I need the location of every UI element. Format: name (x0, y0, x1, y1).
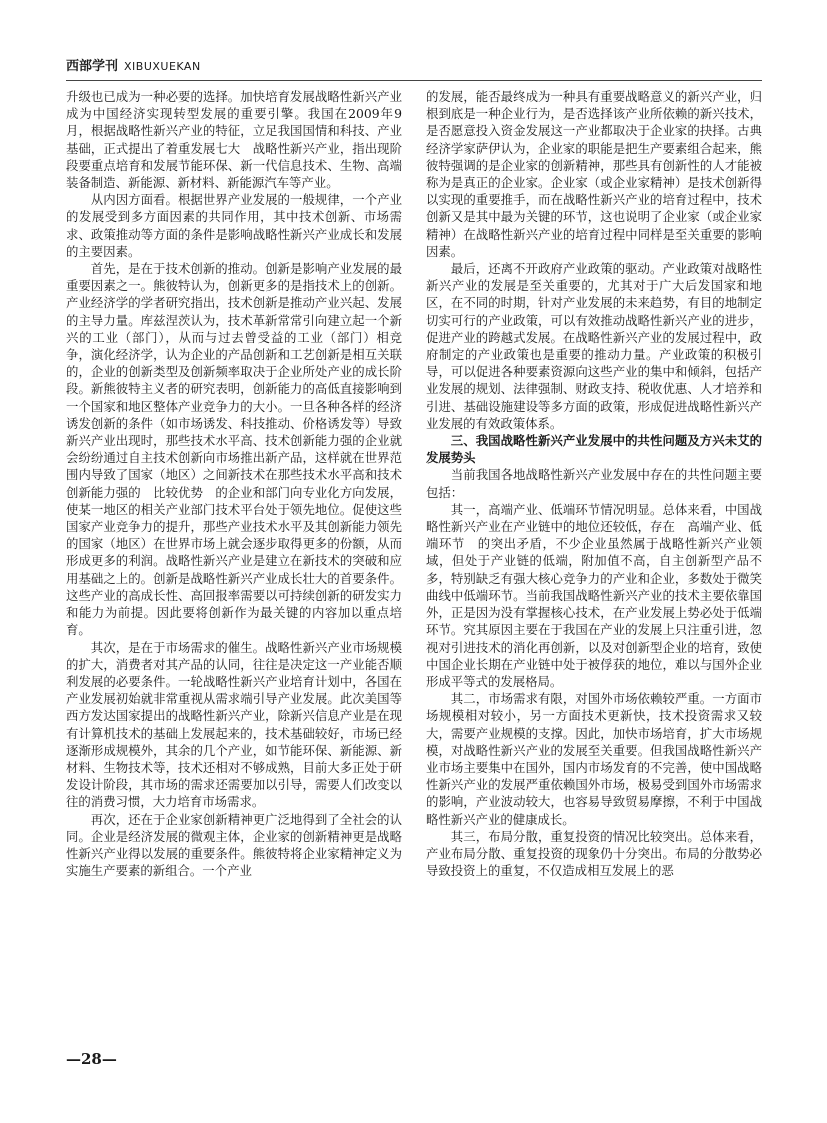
left-column (66, 88, 402, 1048)
paragraph-text: 总体来看，产业布局分散、重复投资的现象仍十分突出。布局的分散势必导致投资上的重复，不仅造成相互发展上的恶 (426, 828, 762, 879)
paragraph (426, 466, 762, 500)
paragraph (426, 88, 762, 260)
paragraph-text: 从内因方面看。根据世界产业发展的一般规律，一个产业的发展受到多方面因素的共同作用，其中技术创新、市场需求、政策推动等方面的条件是影响战略性新兴产业成长和发展的主要因素。 (66, 192, 402, 259)
journal-title-cn: 西部学刊 (66, 59, 119, 74)
paragraph-text: 当前我国各地战略性新兴产业发展中存在的共性问题主要包括： (426, 467, 762, 500)
page-number: —28— (66, 1050, 117, 1068)
paragraph (426, 260, 762, 432)
paragraph-text: 总体来看，中国战略性新兴产业在产业链中的地位还较低，存在 高端产业、低端环节 的突出矛盾，不少企业虽然属于战略性新兴产业领域，但处于产业链的低端，附加值不高，自主创新型产品不多，特别缺乏有强大核心竞争力的产业和企业，多数处于微笑曲线中低端环节。当前我国战略性新兴产业的技术主要依靠国外，正是因为没有掌握核心技术，在产业发展上势必处于低端环节。究其原因主要在于我国在产业的发展上只注重引进，忽视对引进技术的消化再创新，以及对创新型企业的培育，致使中国企业长期在产业链中处于被俘获的地位，难以与国外企业形成平等式的发展格局。 (426, 501, 762, 689)
right-column (426, 88, 762, 1048)
paragraph-text: 其次，是在于市场需求的催生。战略性新兴产业市场规模的扩大，消费者对其产品的认同，往往是决定这一产业能否顺利发展的必要条件。一轮战略性新兴产业培育计划中，各国在产业发展初始就非常重视从需求端引导产业发展。此次美国等西方发达国家提出的战略性新兴产业，除新兴信息产业是在现有计算机技术的基础上发展起来的，技术基础较好，市场已经逐渐形成规模外，其余的几个产业，如节能环保、新能源、新材料、生物技术等，技术还相对不够成熟，目前大多正处于研发设计阶段，其市场的需求还需要加以引导，需要人们改变以往的消费习惯，大力培育市场需求。 (66, 639, 402, 810)
paragraph (66, 191, 402, 260)
paragraph-lead: 其三，布局分散，重复投资的情况比较突出。 (450, 828, 700, 844)
paragraph (66, 260, 402, 638)
paragraph-text: 最后，还离不开政府产业政策的驱动。产业政策对战略性新兴产业的发展是至关重要的，尤其对于广大后发国家和地区，在不同的时期，针对产业发展的未来趋势，有目的地制定切实可行的产业政策，可以有效推动战略性新兴产业的进步，促进产业的跨越式发展。在战略性新兴产业的发展过程中，政府制定的产业政策也是重要的推动力量。产业政策的积极引导，可以促进各种要素资源向这些产业的集中和倾斜，包括产业发展的规划、法律强制、财政支持、税收优惠、人才培养和引进、基础设施建设等多方面的政策，形成促进战略性新兴产业发展的有效政策体系。 (426, 261, 762, 431)
paragraph-text: 三、我国战略性新兴产业发展中的共性问题及方兴未艾的发展势头 (426, 433, 762, 466)
journal-title-en: XIBUXUEKAN (124, 60, 201, 73)
paragraph-text: 首先，是在于技术创新的推动。创新是影响产业发展的最重要因素之一。熊彼特认为，创新更多的是指技术上的创新。产业经济学的学者研究指出，技术创新是推动产业兴起、发展的主导力量。库兹涅茨认为，技术革新常常引向建立起一个新兴的工业（部门），从而与过去曾受益的工业（部门）相竞争，演化经济学，认为企业的产品创新和工艺创新是相互关联的，企业的创新类型及创新频率取决于企业所处产业的成长阶段。新熊彼特主义者的研究表明，创新能力的高低直接影响到一个国家和地区整体产业竞争力的大小。一旦各种各样的经济诱发创新的条件（如市场诱发、科技推动、价格诱发等）导致新兴产业出现时，那些技术水平高、技术创新能力强的企业就会纷纷通过自主技术创新向市场推出新产品，这样就在世界范围内导致了国家（地区）之间新技术在那些技术水平高和技术创新能力强的 比较优势 的企业和部门向专业化方向发展，使某一地区的相关产业部门技术平台处于领先地位。促使这些国家产业竞争力的提升，那些产业技术水平及其创新能力领先的国家（地区）在世界市场上就会逐步取得更多的份额，从而形成更多的利润。战略性新兴产业是建立在新技术的突破和应用基础之上的。创新是战略性新兴产业成长壮大的首要条件。这些产业的高成长性、高回报率需要以可持续创新的研发实力和能力为前提。因此要将创新作为最关键的内容加以重点培育。 (66, 261, 402, 638)
paragraph-lead: 其一，高端产业、低端环节情况明显。 (450, 501, 663, 517)
paragraph (66, 811, 402, 880)
paragraph-text: 升级也已成为一种必要的选择。加快培育发展战略性新兴产业成为中国经济实现转型发展的重要引擎。我国在2009年9月，根据战略性新兴产业的特征，立足我国国情和科技、产业基础，正式提出了着重发展七大 战略性新兴产业，指出现阶段要重点培育和发展节能环保、新一代信息技术、生物、高端装备制造、新能源、新材料、新能源汽车等产业。 (66, 89, 402, 191)
section-heading (426, 432, 762, 466)
paragraph (426, 690, 762, 828)
paragraph (66, 88, 402, 191)
paragraph-text: 再次，还在于企业家创新精神更广泛地得到了全社会的认同。企业是经济发展的微观主体，企业家的创新精神更是战略性新兴产业得以发展的重要条件。熊彼特将企业家精神定义为实施生产要素的新组合。一个产业 (66, 811, 402, 879)
paragraph-text: 的发展，能否最终成为一种具有重要战略意义的新兴产业，归根到底是一种企业行为，是否选择该产业所依赖的新兴技术，是否愿意投入资金发展这一产业都取决于企业家的抉择。古典经济学家萨伊认为，企业家的职能是把生产要素组合起来，熊彼特强调的是企业家的创新精神，那些具有创新性的人才能被称为是真正的企业家。企业家（或企业家精神）是技术创新得以实现的重要推手，而在战略性新兴产业的培育过程中，技术创新又是其中最为关键的环节，这也说明了企业家（或企业家精神）在战略性新兴产业的培育过程中同样是至关重要的影响因素。 (426, 89, 762, 259)
header-rule (66, 80, 762, 81)
paragraph (426, 828, 762, 880)
paragraph-text: 一方面市场规模相对较小，另一方面技术更新快，技术投资需求又较大，需要产业规模的支撑。因此，加快市场培育，扩大市场规模，对战略性新兴产业的发展至关重要。但我国战略性新兴产业市场主要集中在国外，国内市场发育的不完善，使中国战略性新兴产业的发展严重依赖国外市场，极易受到国外市场需求的影响，产业波动较大，也容易导致贸易摩擦，不利于中国战略性新兴产业的健康成长。 (426, 691, 762, 827)
paragraph (66, 639, 402, 811)
running-header (66, 58, 762, 76)
paragraph (426, 501, 762, 690)
paragraph-lead: 其二，市场需求有限，对国外市场依赖较严重。 (450, 691, 713, 707)
